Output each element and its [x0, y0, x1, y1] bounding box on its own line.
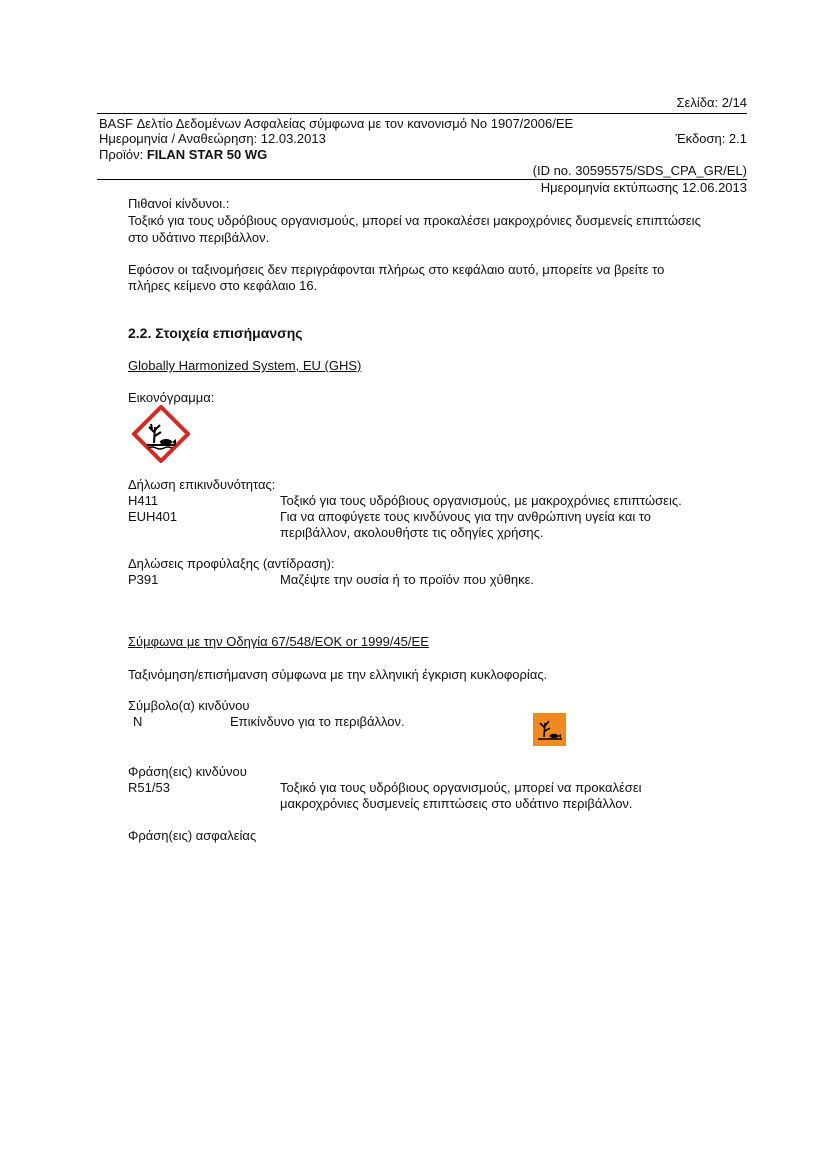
print-date: Ημερομηνία εκτύπωσης 12.06.2013 — [540, 180, 747, 195]
header-top-rule — [97, 113, 747, 114]
product-label: Προϊόν: — [99, 147, 147, 162]
product-name: FILAN STAR 50 WG — [146, 147, 268, 162]
hazard-code: EUH401 — [128, 509, 178, 524]
precaution-text: Μαζέψτε την ουσία ή το προϊόν που χύθηκε. — [280, 572, 535, 587]
document-title: BASF Δελτίο Δεδομένων Ασφαλείας σύμφωνα με τον κανονισμό Νο 1907/2006/ΕΕ — [99, 116, 574, 131]
id-number: (ID no. 30595575/SDS_CPA_GR/EL) — [532, 163, 747, 178]
symbol-label: Σύμβολο(α) κινδύνου — [128, 698, 250, 713]
date-revision: Ημερομηνία / Αναθεώρηση: 12.03.2013 — [99, 131, 326, 146]
symbol-code: N — [133, 714, 143, 729]
pictogram-label: Εικονόγραμμα: — [128, 390, 215, 405]
hazard-statement-label: Δήλωση επικινδυνότητας: — [128, 477, 276, 492]
risk-code: R51/53 — [128, 780, 170, 795]
national-approval: Ταξινόμηση/επισήμανση σύμφωνα με την ελληνική έγκριση κυκλοφορίας. — [128, 667, 548, 682]
precaution-code: P391 — [128, 572, 159, 587]
directive-heading: Σύμφωνα με την Οδηγία 67/548/ΕΟΚ or 1999/45/ΕΕ — [128, 634, 429, 649]
symbol-text: Επικίνδυνο για το περιβάλλον. — [230, 714, 405, 729]
ghs-heading: Globally Harmonized System, EU (GHS) — [128, 358, 362, 373]
section-heading: 2.2. Στοιχεία επισήμανσης — [128, 325, 303, 341]
product-line — [99, 147, 267, 163]
version: Έκδοση: 2.1 — [675, 131, 747, 146]
possible-hazards-text-2: στο υδάτινο περιβάλλον. — [128, 230, 270, 245]
hazard-text: Για να αποφύγετε τους κινδύνους για την ανθρώπινη υγεία και το περιβάλλον, ακολουθήστε τις οδηγίες χρήσης. — [280, 509, 652, 540]
page-number: Σελίδα: 2/14 — [676, 95, 747, 110]
possible-hazards-text-1: Τοξικό για τους υδρόβιους οργανισμούς, μπορεί να προκαλέσει μακροχρόνιες δυσμενείς επιπτώσεις — [128, 213, 701, 228]
hazard-code: H411 — [128, 493, 159, 508]
dangerous-environment-icon — [533, 713, 566, 746]
safety-label: Φράση(εις) ασφαλείας — [128, 828, 257, 843]
possible-hazards-label: Πιθανοί κίνδυνοι.: — [128, 196, 230, 211]
risk-text: Τοξικό για τους υδρόβιους οργανισμούς, μπορεί να προκαλέσει μακροχρόνιες δυσμενείς επιπτώσεις στο υδάτινο περιβάλλον. — [280, 780, 642, 811]
precaution-label: Δηλώσεις προφύλαξης (αντίδραση): — [128, 556, 335, 571]
hazard-text: Τοξικό για τους υδρόβιους οργανισμούς, με μακροχρόνιες επιπτώσεις. — [280, 493, 682, 508]
ghs-environment-icon — [132, 405, 190, 463]
classification-note-2: πλήρες κείμενο στο κεφάλαιο 16. — [128, 278, 318, 293]
classification-note-1: Εφόσον οι ταξινομήσεις δεν περιγράφονται πλήρως στο κεφάλαιο αυτό, μπορείτε να βρείτε το — [128, 262, 665, 277]
risk-label: Φράση(εις) κινδύνου — [128, 764, 247, 779]
